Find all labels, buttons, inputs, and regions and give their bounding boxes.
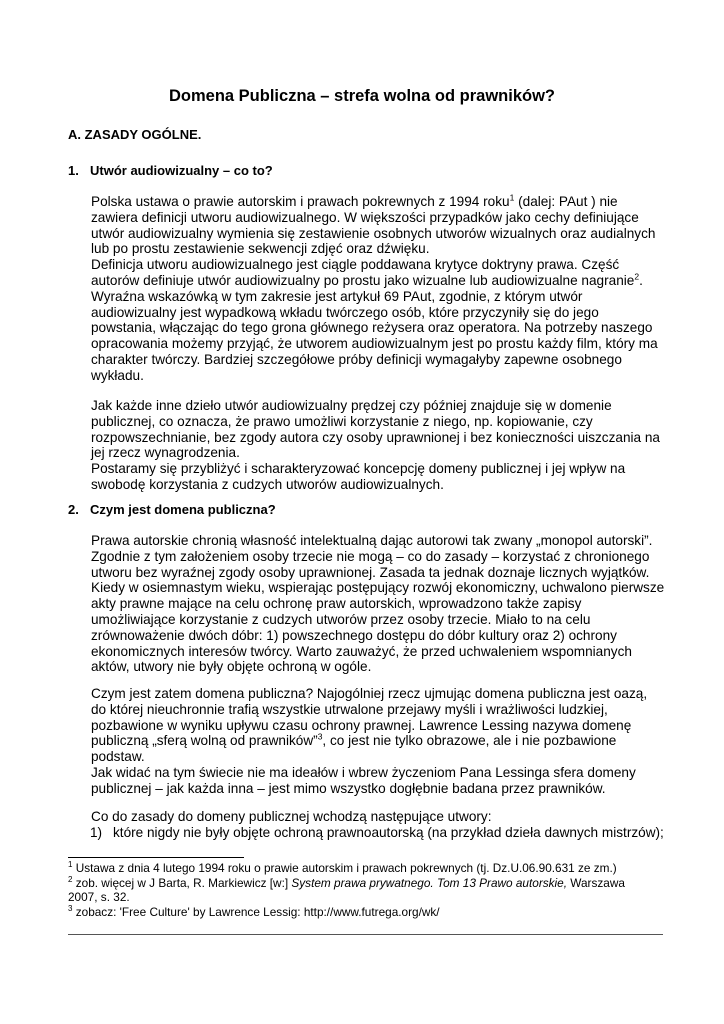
section-1-heading — [68, 163, 273, 179]
section-2-title: Czym jest domena publiczna? — [90, 502, 276, 517]
text-run: , co jest nie tylko obrazowe, ale i nie pozbawione — [322, 733, 617, 749]
footnote-number: 3 — [68, 903, 73, 913]
text-line: charakter twórczy. Bardziej szczegółowe próby definicji wymagałyby zapewne osobnego — [91, 351, 622, 367]
text-line: Prawa autorskie chronią własność intelektualną dając autorowi tak zwany „monopol autorski”. — [91, 533, 653, 548]
text-line: utwór audiowizualny wymienia się zestawienie osobnych utworów wizualnych oraz audialnych — [91, 225, 656, 241]
text-run: Polska ustawa o prawie autorskim i prawach pokrewnych z 1994 roku — [91, 194, 510, 209]
text-line: umożliwiające korzystanie z cudzych utworów przez osoby trzecie. Miało to na celu — [91, 611, 591, 627]
footnote-separator — [68, 857, 244, 858]
text-run: autorów definiuje utwór audiowizualny po prostu jako wizualne lub audiowizualne nagranie — [91, 272, 635, 288]
section-2-number: 2. — [68, 502, 79, 517]
text-run: (dalej: PAut ) nie — [514, 194, 618, 209]
text-line: lub po prostu zestawienie sekwencji zdjęć oraz dźwięku. — [91, 241, 430, 257]
footnote-number: 2 — [68, 874, 73, 884]
text-run: . — [639, 272, 643, 288]
footnote-3 — [68, 905, 668, 920]
text-line: powstania, włączając do tego grona głównego reżysera oraz operatora. Na potrzeby naszego — [91, 320, 653, 336]
text-line: opracowania możemy przyjąć, że utworem audiowizualnym jest po prostu każdy film, który ma — [91, 336, 658, 352]
footnote-1 — [68, 861, 668, 876]
footnote-2-continued: 2007, s. 32. — [68, 890, 130, 904]
footnote-text: Warszawa — [567, 875, 625, 890]
list-item — [90, 824, 664, 841]
footnotes — [68, 861, 668, 919]
text-line: zawiera definicji utworu audiowizualnego. W większości przypadków jako cechy definiujące — [91, 209, 639, 225]
section-1-title: Utwór audiowizualny – co to? — [90, 163, 273, 178]
text-line: ekonomicznych interesów twórcy. Warto zauważyć, że przed uchwaleniem wspomnianych — [91, 643, 632, 659]
footnote-text: zob. więcej w J Barta, R. Markiewicz [w:] — [72, 875, 292, 890]
footnote-ref-2[interactable]: 2 — [634, 271, 640, 282]
page-title: Domena Publiczna – strefa wolna od prawników? — [169, 87, 555, 105]
text-line: akty prawne mające na celu ochronę praw autorskich, wprowadzono także zapisy — [91, 596, 582, 612]
footnote-2 — [68, 876, 668, 891]
text-line — [91, 194, 651, 210]
section-a-heading: A. ZASADY OGÓLNE. — [68, 127, 202, 142]
text-line: Jak widać na tym świecie nie ma ideałów i wbrew życzeniom Pana Lessinga sfera domeny — [91, 764, 636, 780]
text-line: zrównoważenie dwóch dóbr: 1) powszechnego dostępu do dóbr kultury oraz 2) ochrony — [91, 627, 617, 643]
text-line: podstaw. — [91, 749, 145, 765]
footnote-ref-3[interactable]: 3 — [317, 731, 323, 742]
text-line: publicznej, co oznacza, że prawo umożliwi korzystanie z niego, np. kopiowanie, czy — [91, 413, 593, 429]
footnote-number: 1 — [68, 860, 73, 870]
text-line: Co do zasady do domeny publicznej wchodzą następujące utwory: — [91, 809, 492, 824]
footnote-text: zobacz: 'Free Culture' by Lawrence Lessig: http://www.futrega.org/wk/ — [72, 904, 440, 919]
text-run: publiczną „sferą wolną od prawników” — [91, 733, 318, 749]
text-line: swobodę korzystania z cudzych utworów audiowizualnych. — [91, 476, 444, 492]
text-line: Czym jest zatem domena publiczna? Najogólniej rzecz ujmując domena publiczna jest oazą, — [91, 686, 648, 701]
text-line: pozbawione w wyniku upływu czasu ochrony prawnej. Lawrence Lessing nazywa domenę — [91, 717, 632, 733]
footnote-italic-title: System prawa prywatnego. Tom 13 Prawo autorskie, — [291, 875, 568, 890]
text-line: Postaramy się przybliżyć i scharakteryzować koncepcję domeny publicznej i jej wpływ na — [91, 461, 626, 477]
text-line: do której nieuchronnie trafią wszystkie utrwalone przejawy myśli i wrażliwości ludzkiej, — [91, 701, 608, 717]
text-line: Jak każde inne dzieło utwór audiowizualny prędzej czy później znajduje się w domenie — [91, 398, 612, 413]
paragraph-4 — [91, 686, 651, 797]
list-item-text: które nigdy nie były objęte ochroną prawnoautorską (na przykład dzieła dawnych mistrzów); — [113, 824, 664, 840]
text-line: publicznej – jak każda inna – jest mimo wszystko dogłębnie badana przez prawników. — [91, 780, 606, 796]
paragraph-5 — [90, 809, 664, 841]
list-item-number: 1) — [90, 824, 103, 840]
text-line: jej rzecz wynagrodzenia. — [91, 445, 240, 461]
text-line: rozpowszechnianie, bez zgody autora czy osoby uprawnionej i bez konieczności uiszczania na — [91, 429, 660, 445]
text-line: Zgodnie z tym założeniem osoby trzecie nie mogą – co do zasady – korzystać z chronionego — [91, 548, 650, 564]
paragraph-1 — [91, 192, 658, 384]
text-line: Kiedy w osiemnastym wieku, wspierając postępujący rozwój ekonomiczny, uchwalono pierwsze — [91, 580, 665, 596]
page-bottom-rule — [68, 934, 663, 935]
text-line: utworu bez wyraźnej zgody osoby uprawnionej. Zasada ta jednak doznaje licznych wyjątków. — [91, 564, 650, 580]
section-1-number: 1. — [68, 163, 79, 178]
footnote-ref-1[interactable]: 1 — [509, 192, 515, 203]
text-line: Definicja utworu audiowizualnego jest ciągle poddawana krytyce doktryny prawa. Część — [91, 257, 620, 273]
text-line: wykładu. — [91, 367, 144, 383]
section-2-heading — [68, 502, 276, 518]
paragraph-2 — [91, 398, 660, 493]
footnote-text: Ustawa z dnia 4 lutego 1994 roku o prawie autorskim i prawach pokrewnych (tj. Dz.U.06.90.631 ze zm.) — [72, 861, 617, 875]
text-line — [91, 733, 651, 749]
text-line: audiowizualny jest wypadkową wkładu twórczego osób, które przyczyniły się do jego — [91, 304, 599, 320]
text-line: Wyraźna wskazówką w tym zakresie jest artykuł 69 PAut, zgodnie, z którym utwór — [91, 288, 583, 304]
text-line: aktów, utwory nie były objęte ochroną w ogóle. — [91, 659, 372, 675]
text-line — [91, 273, 651, 289]
paragraph-3 — [91, 533, 665, 675]
